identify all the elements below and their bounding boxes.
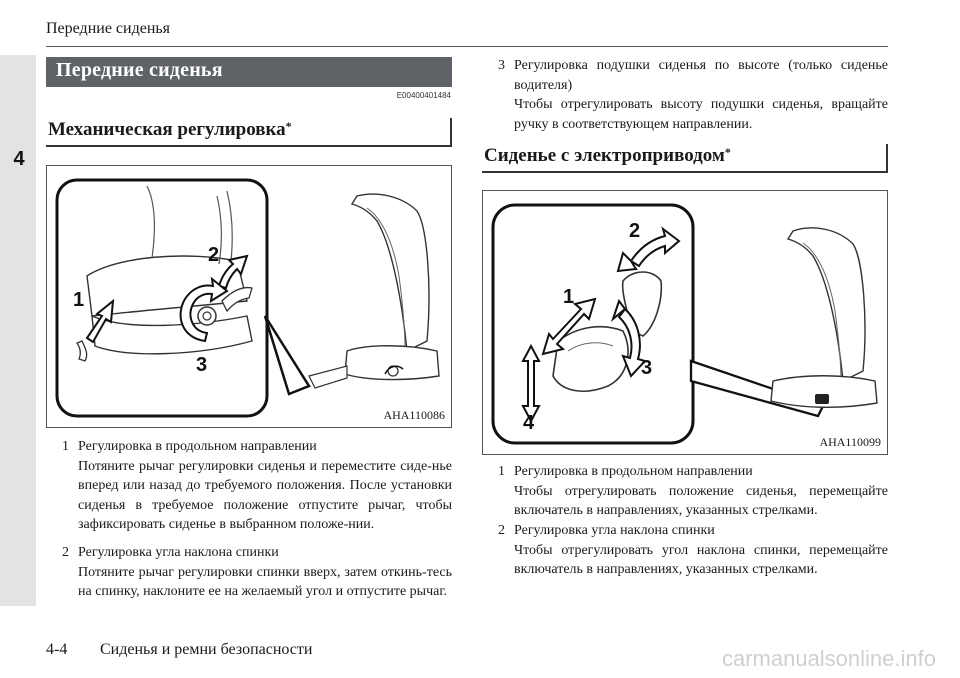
reference-code: E00400401484 [396, 91, 451, 100]
power-item-2-body: Чтобы отрегулировать угол наклона спинки, перемещайте включатель в направлениях, указанных стрелками. [514, 542, 888, 577]
manual-item-2-number: 2 [62, 545, 69, 560]
header-rule [46, 46, 888, 47]
page-number: 4-4 [46, 641, 68, 658]
figure-manual-code: AHA110086 [383, 408, 445, 422]
subhead-manual-title: Механическая регулировка [48, 119, 286, 140]
power-item-2 [498, 521, 888, 580]
manual-item-1-title: Регулировка в продольном направлении [78, 439, 317, 454]
page-footer [46, 641, 312, 659]
callout-2: 2 [208, 244, 220, 266]
manual-item-1-body: Потяните рычаг регулировки сиденья и переместите сиде-нье вперед или назад до требуемого положения. После установки сиденья в требуемое положение отпустите рычаг, чтобы зафиксировать сиденье в выбранном положе-нии. [78, 458, 452, 532]
power-item-1 [498, 462, 888, 521]
manual-item-1-number: 1 [62, 439, 69, 454]
manual-item-3-title: Регулировка подушки сиденья по высоте (только сиденье водителя) [514, 58, 888, 93]
footer-chapter: Сиденья и ремни безопасности [100, 641, 313, 658]
subhead-power-mark: * [724, 145, 731, 159]
power-item-1-number: 1 [498, 464, 505, 479]
figure-power-code: AHA110099 [819, 435, 881, 449]
manual-item-3 [498, 56, 888, 134]
running-head: Передние сиденья [46, 20, 171, 37]
manual-item-2-title: Регулировка угла наклона спинки [78, 545, 279, 560]
subhead-manual [48, 119, 292, 141]
chapter-tab-number: 4 [13, 148, 25, 170]
power-item-2-title: Регулировка угла наклона спинки [514, 523, 715, 538]
callout-1: 1 [73, 289, 85, 311]
section-banner: Передние сиденья [46, 57, 452, 87]
watermark: carmanualsonline.info [721, 646, 936, 671]
figure-power-seat [482, 190, 888, 455]
power-item-2-number: 2 [498, 523, 505, 538]
power-callout-2: 2 [629, 220, 641, 242]
manual-item-1 [62, 437, 452, 535]
subhead-manual-mark: * [285, 119, 292, 133]
subhead-manual-tick [450, 118, 452, 146]
manual-item-3-body: Чтобы отрегулировать высоту подушки сиденья, вращайте ручку в соответствующем направлении. [514, 97, 888, 132]
manual-item-3-number: 3 [498, 58, 505, 73]
subhead-power-tick [886, 144, 888, 172]
power-callout-3: 3 [641, 357, 653, 379]
power-callout-4: 4 [523, 412, 535, 434]
power-item-1-title: Регулировка в продольном направлении [514, 464, 753, 479]
manual-item-2 [62, 543, 452, 602]
subhead-power-rule [482, 171, 888, 173]
manual-item-2-body: Потяните рычаг регулировки спинки вверх, затем откинь-тесь на спинку, наклоните ее на желаемый угол и отпустите рычаг. [78, 564, 452, 599]
subhead-manual-rule [46, 145, 452, 147]
subhead-power [484, 145, 731, 167]
power-item-1-body: Чтобы отрегулировать положение сиденья, перемещайте включатель в направлениях, указанных стрелками. [514, 483, 888, 518]
callout-3: 3 [196, 354, 208, 376]
subhead-power-title: Сиденье с электроприводом [484, 145, 725, 166]
power-callout-1: 1 [563, 286, 575, 308]
power-seat-illustration [483, 191, 887, 454]
manual-seat-illustration [47, 166, 451, 427]
figure-manual-seat [46, 165, 452, 428]
chapter-tab-bar [0, 55, 36, 606]
